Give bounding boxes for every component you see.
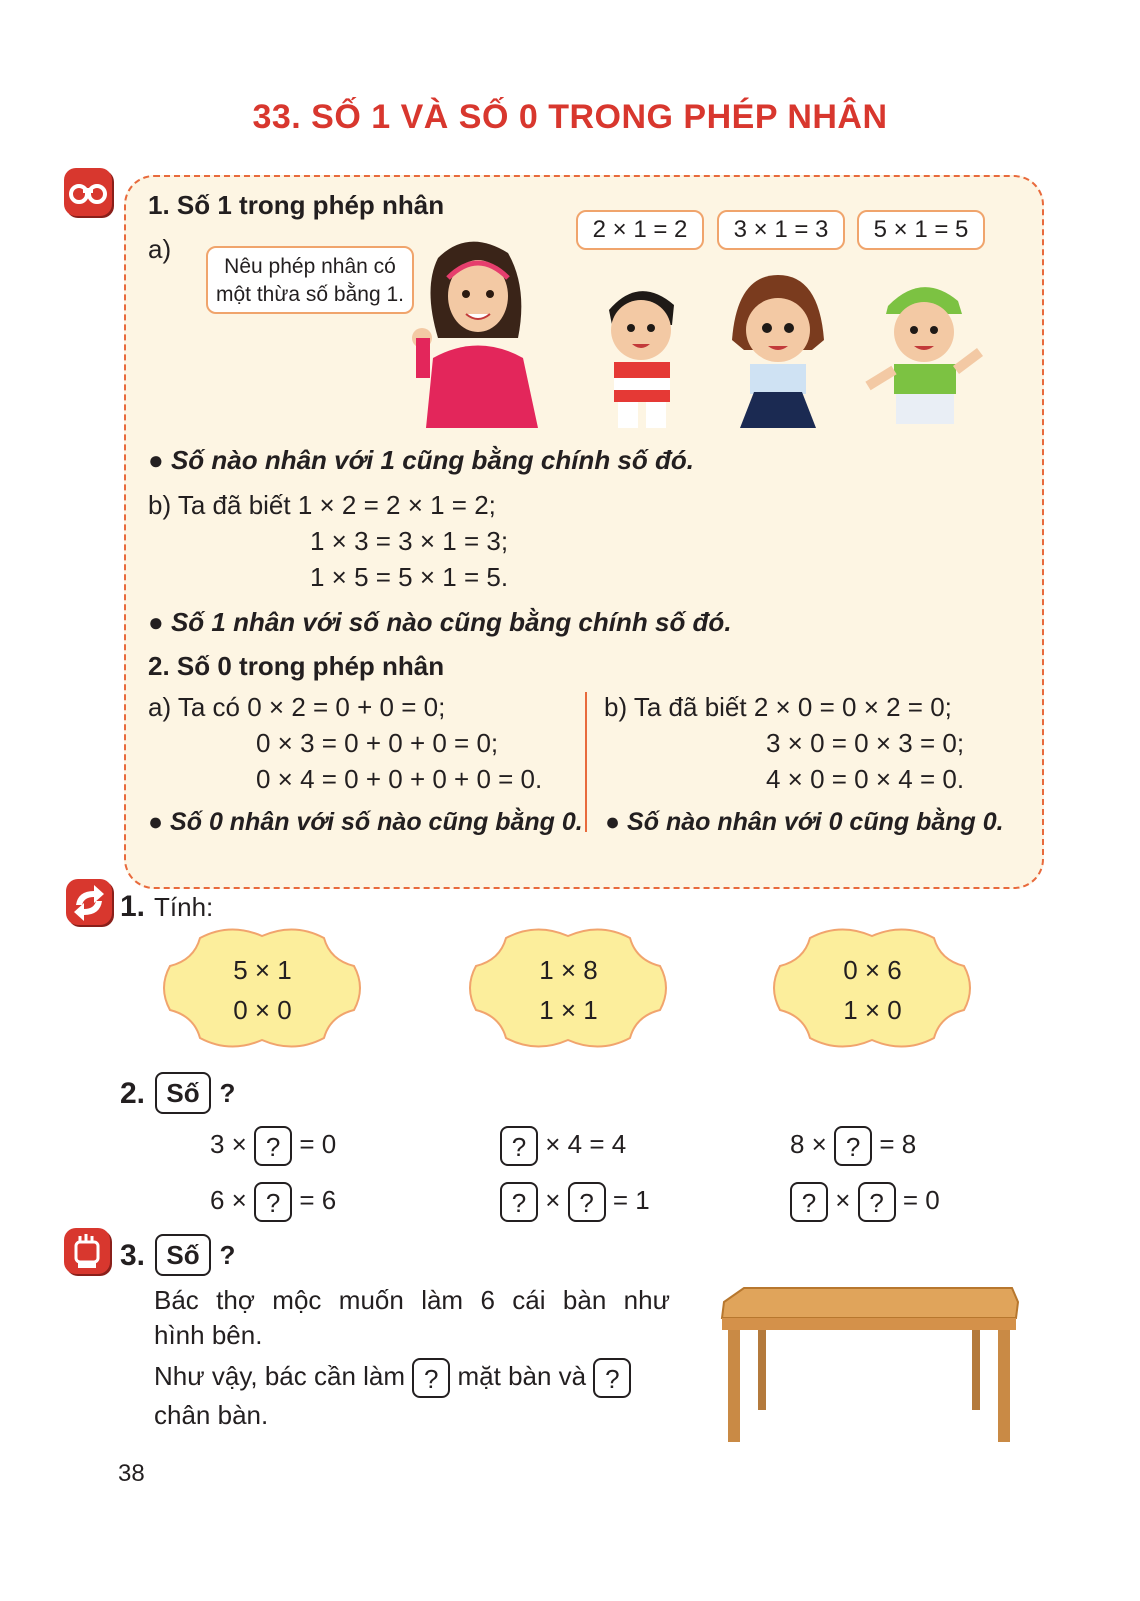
- cloud-expression: 0 × 0: [233, 995, 292, 1025]
- hand-icon: [64, 1228, 110, 1274]
- exercise-3-number: 3.: [120, 1239, 146, 1272]
- answer-box[interactable]: ?: [254, 1182, 292, 1222]
- part-b-line: 1 × 5 = 5 × 1 = 5.: [310, 562, 509, 592]
- equation: [790, 1182, 940, 1222]
- answer-box[interactable]: ?: [790, 1182, 828, 1222]
- equation-text: ×: [835, 1184, 851, 1215]
- exercise-3-text: Như vậy, bác cần làm: [154, 1360, 406, 1391]
- cloud-expression: 5 × 1: [233, 955, 292, 985]
- section2-b-line: 4 × 0 = 0 × 4 = 0.: [766, 764, 965, 794]
- rule-1a-text: Số nào nhân với 1 cũng bằng chính số đó.: [170, 445, 694, 475]
- kid-speech-bubble: 2 × 1 = 2: [576, 210, 704, 250]
- cloud-expression: 0 × 6: [843, 955, 902, 985]
- equation-text: × 4 = 4: [545, 1128, 627, 1159]
- exercise-3-header: [155, 1234, 235, 1276]
- equation: [500, 1182, 650, 1222]
- equation-text: ×: [545, 1184, 561, 1215]
- exercise-3-text: chân bàn.: [154, 1400, 269, 1430]
- rule-1b: ● Số 1 nhân với số nào cũng bằng chính số đó.: [148, 607, 732, 637]
- cloud-3-expressions: [770, 950, 975, 1030]
- boy-with-cap-illustration: [858, 266, 986, 430]
- section2-b-line: 3 × 0 = 0 × 3 = 0;: [766, 728, 965, 758]
- cloud-expression: 1 × 0: [843, 995, 902, 1025]
- equation: [790, 1126, 916, 1166]
- equation-text: = 0: [902, 1184, 940, 1215]
- teacher-illustration: [408, 228, 548, 428]
- bubble-line: một thừa số bằng 1.: [215, 283, 404, 306]
- equation-text: 8 ×: [790, 1128, 827, 1159]
- exercise-3-text: hình bên.: [154, 1320, 263, 1350]
- bubble-line: Nêu phép nhân có: [224, 255, 396, 278]
- exercise-2-number: 2.: [120, 1077, 146, 1110]
- cloud-2-expressions: [466, 950, 671, 1030]
- page-number: 38: [118, 1460, 145, 1487]
- binoculars-icon: [64, 168, 112, 216]
- kid-speech-bubble: 3 × 1 = 3: [717, 210, 845, 250]
- answer-box[interactable]: ?: [834, 1126, 872, 1166]
- section1-heading: 1. Số 1 trong phép nhân: [148, 190, 445, 220]
- kid-speech-bubble: 5 × 1 = 5: [857, 210, 985, 250]
- rule-2a-text: Số 0 nhân với số nào cũng bằng 0.: [170, 808, 583, 836]
- answer-box[interactable]: ?: [412, 1358, 450, 1398]
- question-mark: ?: [219, 1078, 236, 1108]
- equation-text: = 0: [299, 1128, 337, 1159]
- rule-2a: ● Số 0 nhân với số nào cũng bằng 0.: [148, 808, 583, 836]
- girl-illustration: [722, 270, 834, 430]
- equation-text: 3 ×: [210, 1128, 247, 1159]
- exercise-1-number: 1.: [120, 890, 146, 923]
- cloud-1-expressions: [160, 950, 365, 1030]
- part-a-label: a): [148, 234, 172, 264]
- answer-box[interactable]: ?: [568, 1182, 606, 1222]
- equation: [500, 1126, 626, 1166]
- equation-text: = 8: [879, 1128, 917, 1159]
- section2-a-line: 0 × 4 = 0 + 0 + 0 + 0 = 0.: [256, 764, 543, 794]
- part-b-line: 1 × 3 = 3 × 1 = 3;: [310, 526, 509, 556]
- rule-2b-text: Số nào nhân với 0 cũng bằng 0.: [627, 808, 1004, 836]
- so-label-box: Số: [155, 1234, 211, 1276]
- rule-1a: ● Số nào nhân với 1 cũng bằng chính số đó.: [148, 445, 694, 475]
- boy-illustration: [594, 270, 694, 430]
- equation: [210, 1182, 336, 1222]
- divider: [585, 692, 587, 832]
- exercise-2-header: [155, 1072, 235, 1114]
- table-illustration: [716, 1286, 1022, 1450]
- answer-box[interactable]: ?: [254, 1126, 292, 1166]
- so-label-box: Số: [155, 1072, 211, 1114]
- section2-a-line: a) Ta có 0 × 2 = 0 + 0 = 0;: [148, 692, 446, 722]
- question-mark: ?: [219, 1240, 236, 1270]
- practice-icon: [66, 879, 112, 925]
- section2-a-line: 0 × 3 = 0 + 0 + 0 = 0;: [256, 728, 499, 758]
- rule-2b: ● Số nào nhân với 0 cũng bằng 0.: [605, 808, 1004, 836]
- rule-1b-text: Số 1 nhân với số nào cũng bằng chính số đó.: [170, 607, 732, 637]
- exercise-3-question: [154, 1358, 631, 1398]
- exercise-1-label: Tính:: [154, 892, 214, 922]
- equation-text: = 1: [612, 1184, 650, 1215]
- page-title: 33. SỐ 1 VÀ SỐ 0 TRONG PHÉP NHÂN: [252, 98, 888, 136]
- answer-box[interactable]: ?: [858, 1182, 896, 1222]
- equation-text: 6 ×: [210, 1184, 247, 1215]
- section2-heading: 2. Số 0 trong phép nhân: [148, 651, 445, 681]
- answer-box[interactable]: ?: [593, 1358, 631, 1398]
- exercise-3-text: Bác thợ mộc muốn làm 6 cái bàn như: [154, 1285, 670, 1315]
- teacher-speech-bubble: [206, 246, 414, 314]
- cloud-expression: 1 × 1: [539, 995, 598, 1025]
- equation: [210, 1126, 336, 1166]
- section2-b-line: b) Ta đã biết 2 × 0 = 0 × 2 = 0;: [604, 692, 952, 722]
- cloud-expression: 1 × 8: [539, 955, 598, 985]
- answer-box[interactable]: ?: [500, 1182, 538, 1222]
- exercise-3-text: mặt bàn và: [457, 1360, 587, 1391]
- part-b-line: b) Ta đã biết 1 × 2 = 2 × 1 = 2;: [148, 490, 496, 520]
- answer-box[interactable]: ?: [500, 1126, 538, 1166]
- equation-text: = 6: [299, 1184, 337, 1215]
